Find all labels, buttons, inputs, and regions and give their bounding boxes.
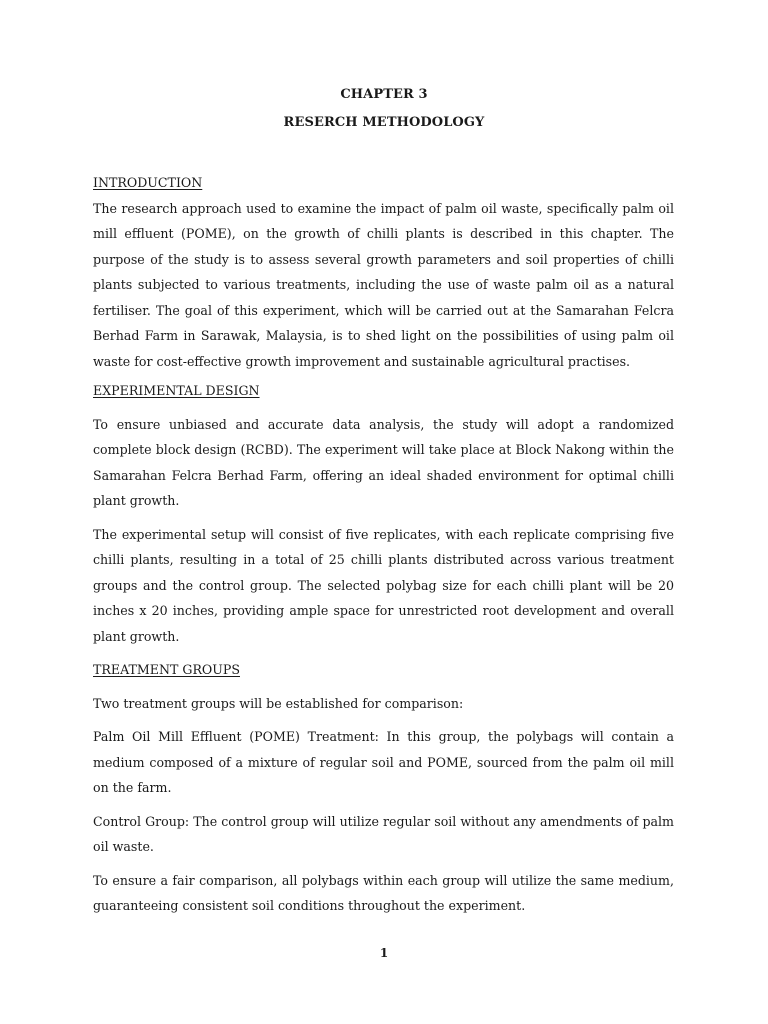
section-heading-introduction: INTRODUCTION — [93, 175, 203, 190]
paragraph-design-setup: The experimental setup will consist of five replicates, with each replicate comprising five chilli plants, resulting in a total of 25 chilli plants distributed across various treatment groups and the control group. The selected polybag size for each chilli plant will be 20 inches x 20 inches, providing ample space for unrestricted root development and overall plant growth. — [93, 526, 674, 644]
paragraph-treatment-pome: Palm Oil Mill Effluent (POME) Treatment: In this group, the polybags will contain a medium composed of a mixture of regular soil and POME, sourced from the palm oil mill on the farm. — [93, 729, 674, 795]
section-heading-treatment-groups: TREATMENT GROUPS — [93, 662, 240, 677]
chapter-body — [93, 170, 674, 919]
paragraph-treatment-control: Control Group: The control group will utilize regular soil without any amendments of palm oil waste. — [93, 813, 674, 854]
chapter-label: CHAPTER 3 — [340, 87, 428, 102]
paragraph-treatment-intro: Two treatment groups will be established for comparison: — [93, 695, 464, 711]
paragraph-introduction: The research approach used to examine the impact of palm oil waste, specifically palm oil mill effluent (POME), on the growth of chilli plants is described in this chapter. The purpose of the study is to assess several growth parameters and soil properties of chilli plants subjected to various treatments, including the use of waste palm oil as a natural fertiliser. The goal of this experiment, which will be carried out at the Samarahan Felcra Berhad Farm in Sarawak, Malaysia, is to shed light on the possibilities of using palm oil waste for cost-effective growth improvement and sustainable agricultural practises. — [93, 200, 674, 369]
paragraph-treatment-fair-comparison: To ensure a fair comparison, all polybags within each group will utilize the same medium, guaranteeing consistent soil conditions throughout the experiment. — [93, 872, 674, 913]
section-heading-experimental-design: EXPERIMENTAL DESIGN — [93, 383, 260, 398]
chapter-title: RESERCH METHODOLOGY — [283, 115, 485, 130]
page-number: 1 — [379, 946, 389, 960]
paragraph-design-rcbd: To ensure unbiased and accurate data analysis, the study will adopt a randomized complete block design (RCBD). The experiment will take place at Block Nakong within the Samarahan Felcra Berhad Farm, offering an ideal shaded environment for optimal chilli plant growth. — [93, 416, 674, 508]
